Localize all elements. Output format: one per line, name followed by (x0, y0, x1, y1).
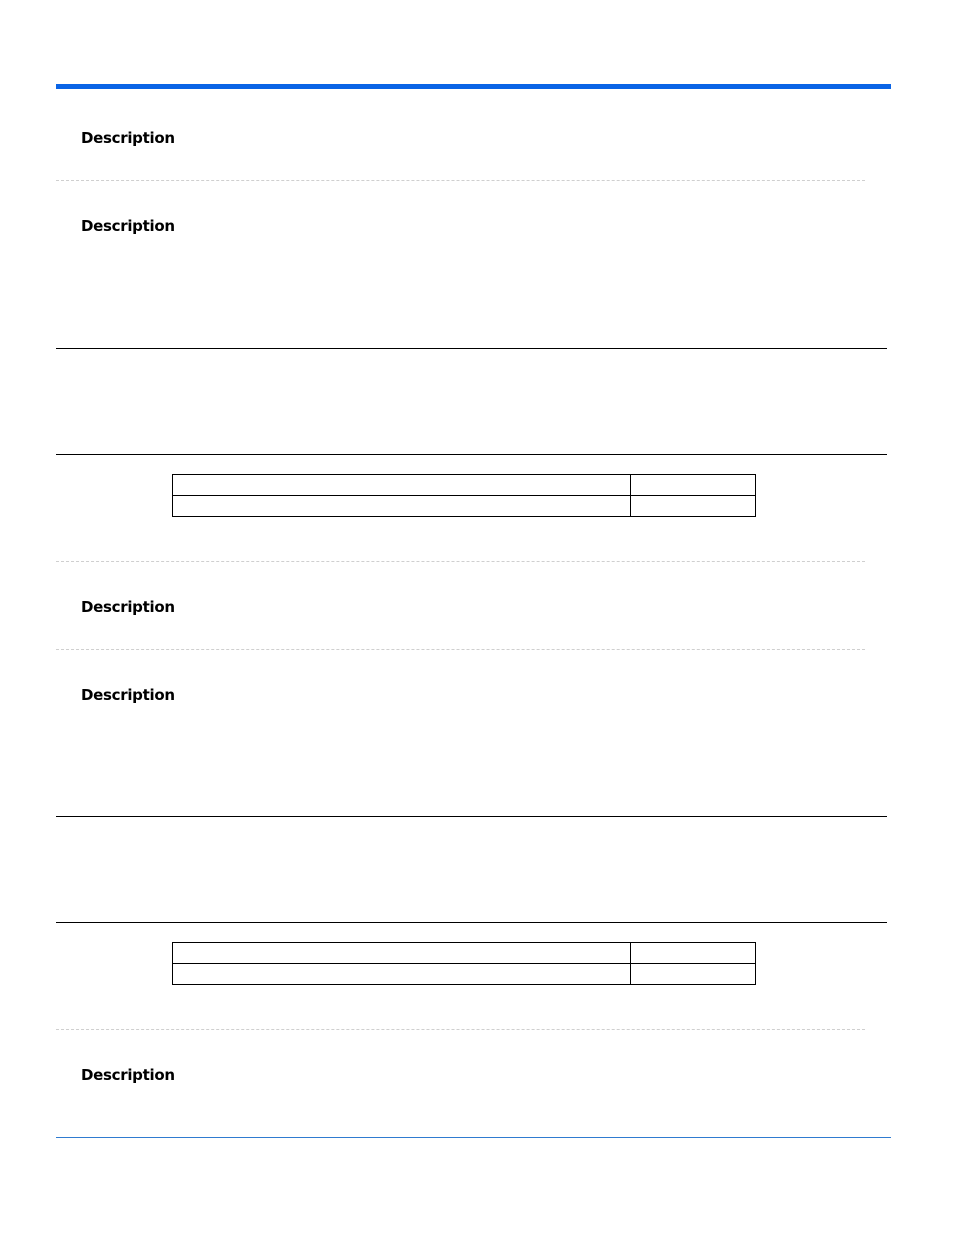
section-rule-3 (56, 816, 887, 817)
header-accent-bar (56, 84, 891, 89)
description-heading-2: Description (81, 217, 175, 235)
table-cell (631, 496, 756, 517)
description-heading-1: Description (81, 129, 175, 147)
section-rule-4 (56, 922, 887, 923)
table-cell (173, 964, 631, 985)
dashed-divider-3 (56, 649, 865, 650)
description-heading-4: Description (81, 686, 175, 704)
section-rule-2 (56, 454, 887, 455)
description-heading-5: Description (81, 1066, 175, 1084)
table-row (173, 964, 756, 985)
table-cell (631, 964, 756, 985)
parameter-table-2 (172, 942, 756, 985)
table-cell (631, 475, 756, 496)
table-cell (173, 496, 631, 517)
table-cell (173, 943, 631, 964)
table-cell (173, 475, 631, 496)
description-heading-3: Description (81, 598, 175, 616)
footer-rule (56, 1137, 891, 1138)
dashed-divider-4 (56, 1029, 865, 1030)
dashed-divider-2 (56, 561, 865, 562)
section-rule-1 (56, 348, 887, 349)
table-row (173, 496, 756, 517)
dashed-divider-1 (56, 180, 865, 181)
table-row (173, 475, 756, 496)
table-row (173, 943, 756, 964)
table-cell (631, 943, 756, 964)
parameter-table-1 (172, 474, 756, 517)
